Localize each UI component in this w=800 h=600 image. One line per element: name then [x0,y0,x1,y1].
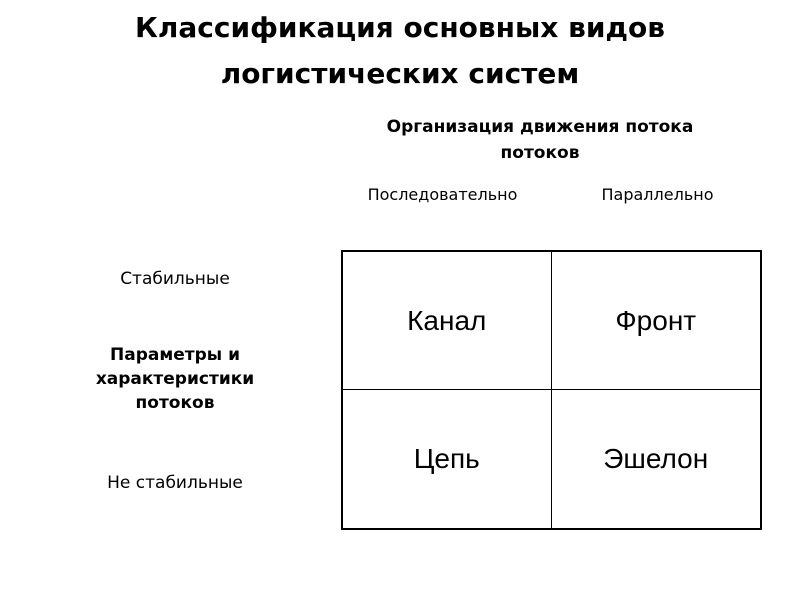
matrix-cell-chain: Цепь [343,390,552,528]
matrix-cell-front: Фронт [552,252,761,390]
column-label-parallel: Параллельно [601,185,714,204]
classification-matrix [341,250,762,530]
row-label-unstable: Не стабильные [107,473,243,493]
row-header-line-1: Параметры и [110,345,240,365]
column-header-line-1: Организация движения потока [386,117,694,137]
column-header-title [330,114,750,166]
page-title-line-2: логистических систем [220,57,580,90]
row-header-line-2: характеристики [95,369,255,389]
row-label-stable: Стабильные [120,269,230,289]
page-title-line-1: Классификация основных видов [134,11,666,44]
matrix-cell-channel: Канал [343,252,552,390]
row-header-title [60,343,290,415]
column-label-sequential: Последовательно [367,185,518,204]
column-header-line-2: потоков [500,143,580,163]
row-header-line-3: потоков [135,393,215,413]
matrix-cell-echelon: Эшелон [603,443,709,474]
